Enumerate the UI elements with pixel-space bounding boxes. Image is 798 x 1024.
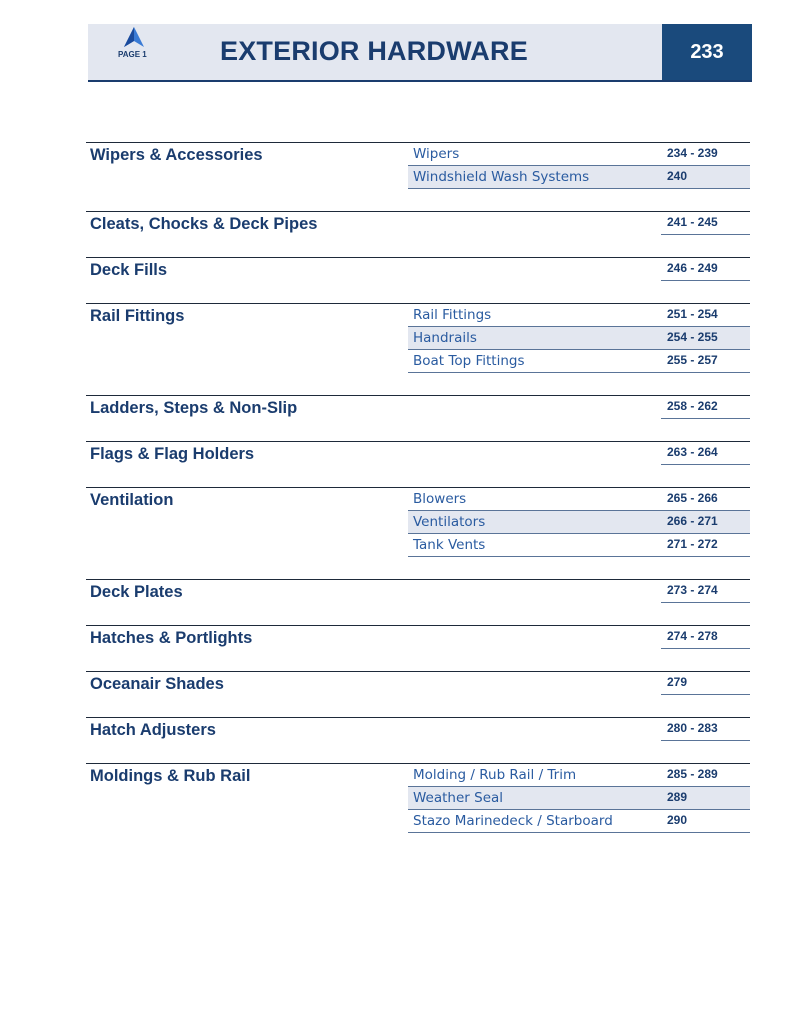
- section-title[interactable]: Wipers & Accessories: [90, 146, 263, 164]
- section-pages: 241 - 245: [667, 215, 718, 229]
- section-pages: 263 - 264: [667, 445, 718, 459]
- section-title[interactable]: Hatch Adjusters: [90, 721, 216, 739]
- subsection-label: Weather Seal: [413, 790, 504, 806]
- subsection-label: Ventilators: [413, 514, 486, 530]
- section-title[interactable]: Deck Fills: [90, 261, 168, 279]
- subsection-pages: 266 - 271: [667, 514, 718, 528]
- section-pages: 274 - 278: [667, 629, 718, 643]
- subsection-label: Boat Top Fittings: [413, 353, 525, 369]
- section-title[interactable]: Ventilation: [90, 491, 174, 509]
- subsection-row[interactable]: [408, 488, 750, 511]
- section-pages-cell[interactable]: [661, 672, 750, 695]
- toc-section: [86, 717, 750, 739]
- subsection-label: Wipers: [413, 146, 460, 162]
- section-pages-cell[interactable]: [661, 442, 750, 465]
- subsection-row[interactable]: [408, 534, 750, 557]
- page-label: PAGE 1: [118, 50, 147, 59]
- subsection-pages: 290: [667, 813, 688, 827]
- section-title[interactable]: Oceanair Shades: [90, 675, 224, 693]
- subsection-row[interactable]: [408, 304, 750, 327]
- toc-section: [86, 142, 750, 185]
- toc-section: [86, 487, 750, 553]
- subsection-label: Molding / Rub Rail / Trim: [413, 767, 577, 783]
- subsection-label: Handrails: [413, 330, 477, 346]
- subsection-pages: 254 - 255: [667, 330, 718, 344]
- toc-section: [86, 257, 750, 279]
- subsection-pages: 289: [667, 790, 688, 804]
- subsection-row[interactable]: [408, 810, 750, 833]
- section-pages-cell[interactable]: [661, 580, 750, 603]
- subsection-pages: 240: [667, 169, 688, 183]
- subsection-label: Rail Fittings: [413, 307, 492, 323]
- page-title: EXTERIOR HARDWARE: [220, 36, 528, 66]
- subsection-pages: 251 - 254: [667, 307, 718, 321]
- section-pages-cell[interactable]: [661, 258, 750, 281]
- subsection-pages: 234 - 239: [667, 146, 718, 160]
- page-header: [88, 24, 752, 82]
- section-title[interactable]: Cleats, Chocks & Deck Pipes: [90, 215, 318, 233]
- toc-section: [86, 763, 750, 829]
- toc-section: [86, 441, 750, 463]
- subsection-row[interactable]: [408, 787, 750, 810]
- section-title[interactable]: Flags & Flag Holders: [90, 445, 255, 463]
- section-title[interactable]: Ladders, Steps & Non-Slip: [90, 399, 298, 417]
- section-pages: 279: [667, 675, 688, 689]
- toc-section: [86, 211, 750, 233]
- section-pages: 246 - 249: [667, 261, 718, 275]
- subsection-pages: 285 - 289: [667, 767, 718, 781]
- subsection-pages: 271 - 272: [667, 537, 718, 551]
- subsection-row[interactable]: [408, 166, 750, 189]
- toc-section: [86, 625, 750, 647]
- section-pages: 280 - 283: [667, 721, 718, 735]
- section-pages-cell[interactable]: [661, 718, 750, 741]
- arrow-logo-icon: [123, 26, 145, 48]
- subsection-label: Blowers: [413, 491, 467, 507]
- page-number-tab: 233: [662, 24, 752, 80]
- subsection-pages: 255 - 257: [667, 353, 718, 367]
- section-pages-cell[interactable]: [661, 212, 750, 235]
- section-pages-cell[interactable]: [661, 396, 750, 419]
- section-pages: 258 - 262: [667, 399, 718, 413]
- brand-logo: [114, 26, 154, 66]
- subsection-row[interactable]: [408, 350, 750, 373]
- subsection-pages: 265 - 266: [667, 491, 718, 505]
- toc-section: [86, 303, 750, 369]
- subsection-label: Tank Vents: [413, 537, 486, 553]
- subsection-row[interactable]: [408, 764, 750, 787]
- subsection-label: Stazo Marinedeck / Starboard: [413, 813, 613, 829]
- subsection-label: Windshield Wash Systems: [413, 169, 590, 185]
- subsection-row[interactable]: [408, 143, 750, 166]
- section-pages: 273 - 274: [667, 583, 718, 597]
- section-title[interactable]: Moldings & Rub Rail: [90, 767, 251, 785]
- toc-section: [86, 579, 750, 601]
- subsection-row[interactable]: [408, 511, 750, 534]
- section-title[interactable]: Deck Plates: [90, 583, 183, 601]
- section-title[interactable]: Rail Fittings: [90, 307, 185, 325]
- toc-section: [86, 395, 750, 417]
- section-title[interactable]: Hatches & Portlights: [90, 629, 253, 647]
- section-pages-cell[interactable]: [661, 626, 750, 649]
- subsection-row[interactable]: [408, 327, 750, 350]
- toc-section: [86, 671, 750, 693]
